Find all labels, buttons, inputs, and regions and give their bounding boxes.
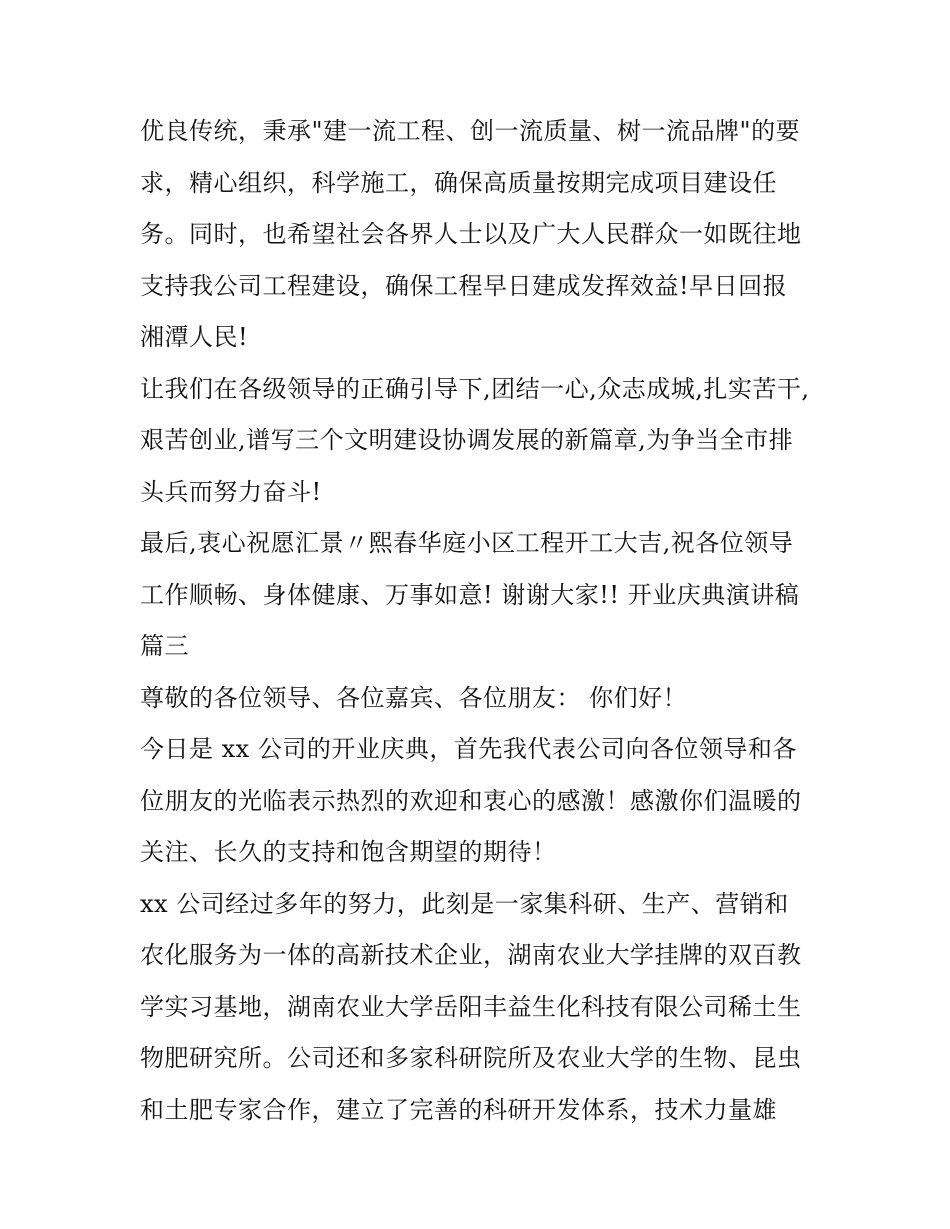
text-line-18: 学实习基地，湖南农业大学岳阳丰益生化科技有限公司稀土生 xyxy=(140,992,802,1021)
text-line-11: 篇三 xyxy=(140,632,189,660)
text-line-2: 求，精心组织，科学施工，确保高质量按期完成项目建设任 xyxy=(140,168,777,197)
text-line-1: 优良传统，秉承"建一流工程、创一流质量、树一流品牌"的要 xyxy=(140,117,801,145)
text-line-16: xx 公司经过多年的努力，此刻是一家集科研、生产、营销和 xyxy=(140,889,789,918)
text-line-8: 头兵而努力奋斗! xyxy=(140,477,322,506)
text-line-14: 位朋友的光临表示热烈的欢迎和衷心的感激！感激你们温暖的 xyxy=(140,786,802,815)
text-line-13: 今日是 xx 公司的开业庆典，首先我代表公司向各位领导和各 xyxy=(140,735,797,763)
text-line-12: 尊敬的各位领导、各位嘉宾、各位朋友： 你们好！ xyxy=(140,683,688,712)
text-line-6: 让我们在各级领导的正确引导下,团结一心,众志成城,扎实苦干, xyxy=(140,374,810,403)
text-line-17: 农化服务为一体的高新技术企业，湖南农业大学挂牌的双百教 xyxy=(140,941,802,969)
document-body xyxy=(140,106,820,1136)
text-line-4: 支持我公司工程建设，确保工程早日建成发挥效益!早日回报 xyxy=(140,271,788,300)
text-line-15: 关注、长久的支持和饱含期望的期待！ xyxy=(140,838,557,866)
text-line-9: 最后,衷心祝愿汇景〃熙春华庭小区工程开工大吉,祝各位领导 xyxy=(140,529,794,557)
text-line-3: 务。同时，也希望社会各界人士以及广大人民群众一如既往地 xyxy=(140,220,802,248)
text-line-19: 物肥研究所。公司还和多家科研院所及农业大学的生物、昆虫 xyxy=(140,1044,802,1072)
text-line-10: 工作顺畅、身体健康、万事如意! 谢谢大家!! 开业庆典演讲稿 xyxy=(140,580,800,609)
text-line-20: 和土肥专家合作，建立了完善的科研开发体系，技术力量雄 xyxy=(140,1095,777,1124)
text-line-5: 湘潭人民! xyxy=(140,323,249,351)
text-line-7: 艰苦创业,谱写三个文明建设协调发展的新篇章,为争当全市排 xyxy=(140,426,794,454)
